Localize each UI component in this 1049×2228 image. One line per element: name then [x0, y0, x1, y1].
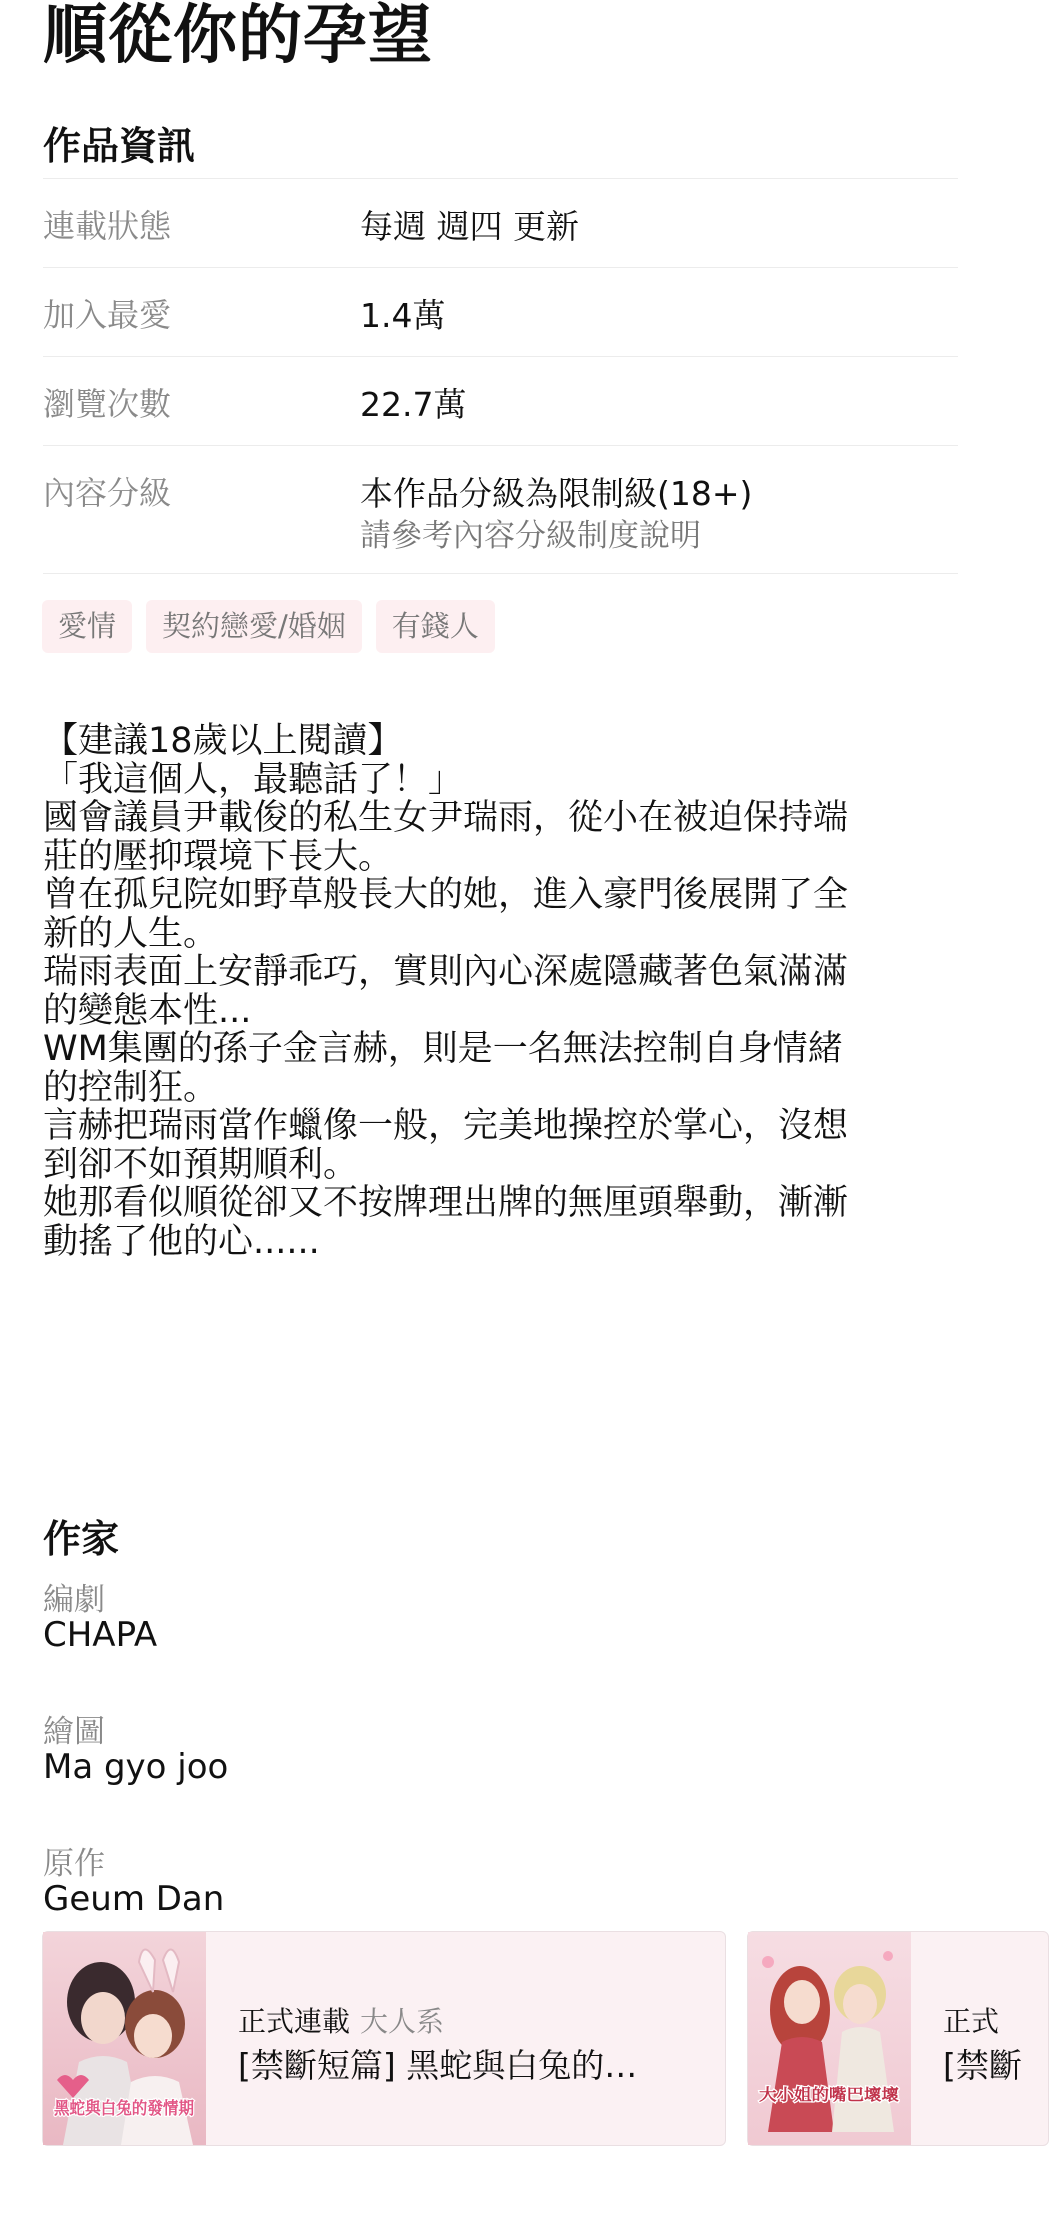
cover-title-text: 大小姐的嘴巴壞壞 — [759, 2085, 899, 2104]
favorites-count-value: 1.4萬 — [360, 296, 446, 335]
synopsis-line: 國會議員尹載俊的私生女尹瑞雨，從小在被迫保持端 — [43, 798, 849, 838]
cover-thumbnail — [748, 1932, 911, 2145]
recommendation-meta — [238, 2000, 444, 2040]
artist-role-label: 繪圖 — [43, 1714, 105, 1750]
synopsis-line: 到卻不如預期順利。 — [43, 1144, 359, 1185]
info-row-rating — [43, 445, 958, 574]
writer-role-label: 編劇 — [43, 1582, 105, 1618]
synopsis-line: 動搖了他的心...... — [43, 1221, 320, 1262]
info-row-status — [43, 178, 958, 267]
recommendation-title: [禁斷短篇] 黑蛇與白兔的… — [238, 2046, 638, 2085]
info-label: 瀏覽次數 — [43, 385, 172, 423]
genre-label: 大人系 — [360, 2005, 445, 2038]
rating-policy-link[interactable]: 請參考內容分級制度說明 — [360, 518, 701, 554]
info-table — [43, 178, 958, 574]
synopsis — [43, 722, 963, 1261]
update-schedule-value: 每週 週四 更新 — [360, 207, 579, 246]
page-title: 順從你的孕望 — [43, 0, 433, 73]
writer-name[interactable]: CHAPA — [43, 1615, 158, 1655]
info-label: 連載狀態 — [43, 207, 172, 245]
original-role-label: 原作 — [43, 1846, 105, 1882]
synopsis-line: 「我這個人，最聽話了！」 — [43, 759, 464, 800]
tag-chip[interactable]: 愛情 — [42, 600, 132, 653]
recommendation-title: [禁斷 — [943, 2046, 1022, 2085]
synopsis-line: WM集團的孫子金言赫，則是一名無法控制自身情緒 — [43, 1029, 843, 1069]
recommendation-carousel[interactable] — [42, 1931, 1022, 2146]
original-author-name[interactable]: Geum Dan — [43, 1879, 225, 1919]
cover-image — [748, 1932, 911, 2145]
info-section-heading: 作品資訊 — [43, 124, 196, 168]
info-row-favorites — [43, 267, 958, 356]
info-row-views — [43, 356, 958, 445]
info-label: 內容分級 — [43, 474, 172, 512]
tag-chip[interactable]: 有錢人 — [376, 600, 495, 653]
synopsis-line: 曾在孤兒院如野草般長大的她，進入豪門後展開了全 — [43, 875, 849, 915]
synopsis-line: 新的人生。 — [43, 913, 219, 954]
synopsis-line: 的控制狂。 — [43, 1067, 219, 1108]
synopsis-line: 【建議18歲以上閱讀】 — [43, 721, 403, 761]
genre-tags — [42, 600, 495, 653]
cover-title-text: 黑蛇與白兔的發情期 — [54, 2099, 207, 2119]
recommendation-card[interactable] — [747, 1931, 1049, 2146]
synopsis-line: 言赫把瑞雨當作蠟像一般，完美地操控於掌心，沒想 — [43, 1106, 849, 1146]
tag-chip[interactable]: 契約戀愛/婚姻 — [146, 600, 362, 653]
synopsis-line: 的變態本性... — [43, 990, 252, 1031]
creators-section-heading: 作家 — [43, 1517, 120, 1561]
synopsis-line: 她那看似順從卻又不按牌理出牌的無厘頭舉動，漸漸 — [43, 1183, 849, 1223]
views-count-value: 22.7萬 — [360, 385, 467, 424]
serial-status: 正式 — [943, 2005, 1000, 2038]
cover-thumbnail — [43, 1932, 206, 2145]
artist-name[interactable]: Ma gyo joo — [43, 1747, 229, 1787]
serial-status: 正式連載 — [238, 2005, 351, 2038]
recommendation-meta — [943, 2000, 1009, 2040]
synopsis-line: 莊的壓抑環境下長大。 — [43, 836, 394, 877]
content-rating-value: 本作品分級為限制級(18+) — [360, 474, 753, 513]
cover-image — [43, 1932, 206, 2145]
recommendation-card[interactable] — [42, 1931, 726, 2146]
info-label: 加入最愛 — [43, 296, 172, 334]
synopsis-line: 瑞雨表面上安靜乖巧，實則內心深處隱藏著色氣滿滿 — [43, 952, 849, 992]
